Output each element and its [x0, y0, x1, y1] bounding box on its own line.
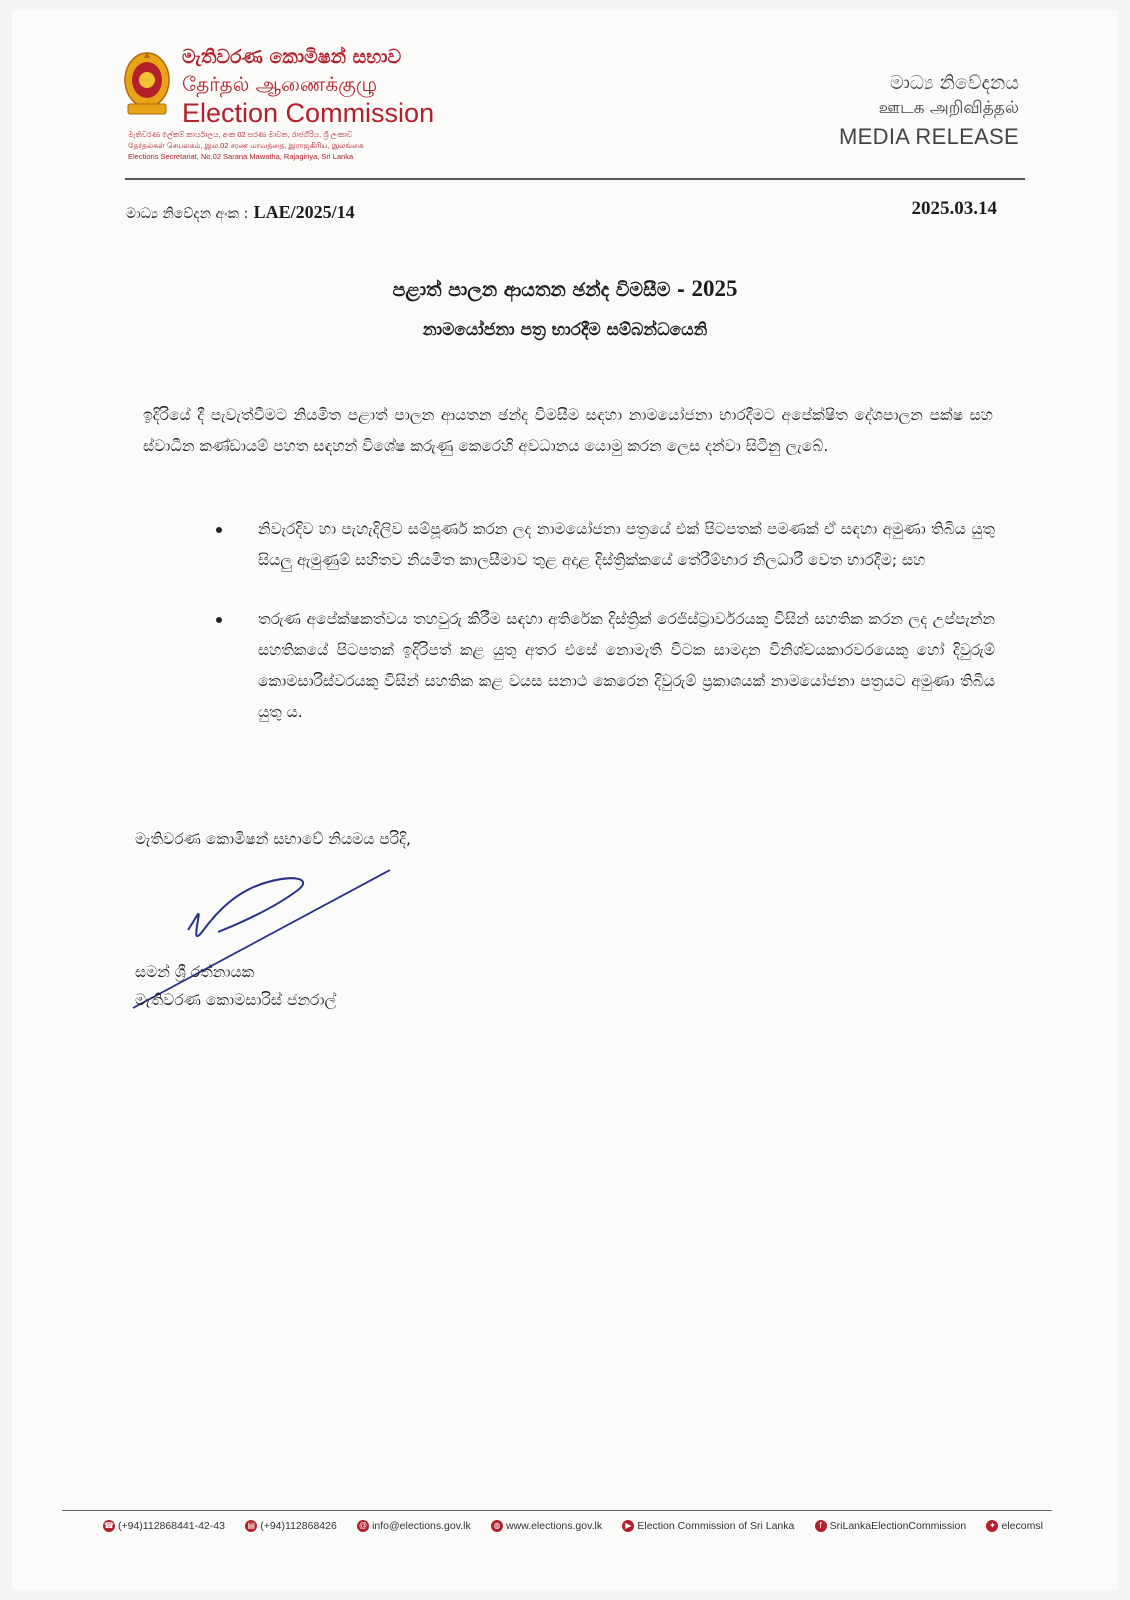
- signer-title: මැතිවරණ කොමසාරිස් ජනරාල්: [135, 991, 337, 1009]
- bullet-icon: [216, 527, 222, 533]
- youtube-text: Election Commission of Sri Lanka: [637, 1520, 795, 1532]
- address-sinhala: මැතිවරණ ලේකම් කාර්යාලය, අංක 02 සරණ මාවත, රාජගිරිය, ශ්‍රී ලංකාව: [128, 130, 353, 139]
- footer-facebook[interactable]: [815, 1520, 967, 1532]
- youtube-icon: ▶: [622, 1520, 634, 1532]
- document-page: [12, 10, 1118, 1590]
- election-commission-logo: [122, 42, 447, 172]
- bullet-icon: [216, 617, 222, 623]
- media-release-tamil: ஊடக அறிவித்தல்: [878, 98, 1019, 118]
- release-date: 2025.03.14: [911, 198, 997, 219]
- page-subtitle: නාමයෝජනා පත්‍ර භාරදීම සම්බන්ධයෙනි: [422, 320, 708, 340]
- address-english: Elections Secretariat, No.02 Sarana Mawatha, Rajagiriya, Sri Lanka: [128, 152, 354, 161]
- facebook-icon: f: [815, 1520, 827, 1532]
- media-release-sinhala: මාධ්‍ය නිවේදනය: [889, 72, 1019, 94]
- list-item-text: තරුණ අපේක්ෂකත්වය තහවුරු කිරීම සඳහා අතිරේක දිස්ත්‍රික් රෙජිස්ට්‍රාර්වරයකු විසින් සහතික කරන ලද උප්පැන්න සහතිකයේ පිටපතක් ඉදිරිපත් කළ යුතු අතර එසේ නොමැති විටක සාමදාන විනිශ්චයකාරවරයෙකු හෝ දිවුරුම් කොමසාරිස්වරයකු විසින් සහතික කළ වයස සනාථ කෙරෙන දිවුරුම් ප්‍රකාශයක් නාමයෝජනා පත්‍රයට අමුණා තිබිය යුතු ය.: [258, 610, 995, 721]
- org-name-tamil: தேர்தல் ஆணைக்குழு: [182, 72, 378, 96]
- list-item: [200, 514, 995, 576]
- email-text: info@elections.gov.lk: [372, 1520, 471, 1532]
- fax-icon: ▤: [245, 1520, 257, 1532]
- contact-footer: [103, 1520, 1043, 1532]
- org-name-sinhala: මැතිවරණ කොමිෂන් සභාව: [182, 46, 402, 68]
- signer-block: [135, 958, 336, 1014]
- globe-icon: ◍: [491, 1520, 503, 1532]
- media-release-english: MEDIA RELEASE: [839, 124, 1019, 149]
- title-text: පළාත් පාලන ආයතන ඡන්ද විමසීම -: [392, 279, 685, 301]
- page-title: [0, 276, 1130, 302]
- signer-name: සමන් ශ්‍රී රත්නායක: [135, 963, 255, 981]
- twitter-icon: ✦: [986, 1520, 998, 1532]
- address-tamil: தேர்தல்கள் செயலகம், இல.02 சரண மாவத்தை, இராஜகிரிய, இலங்கை: [128, 141, 364, 150]
- list-item: [200, 604, 995, 728]
- footer-divider: [62, 1510, 1052, 1511]
- phone-text: (+94)112868441-42-43: [118, 1520, 225, 1532]
- org-name-english: Election Commission: [182, 98, 435, 128]
- fax-text: (+94)112868426: [260, 1520, 337, 1532]
- reference-label: මාධ්‍ය නිවේදන අංක :: [126, 206, 249, 222]
- reference-value: LAE/2025/14: [253, 202, 355, 222]
- footer-fax[interactable]: [245, 1520, 337, 1532]
- sri-lanka-emblem-icon: [122, 50, 172, 116]
- twitter-text: elecomsl: [1001, 1520, 1043, 1532]
- list-item-text: නිවැරදිව හා පැහැදිලිව සම්පූර්ණ කරන ලද නාමයෝජනා පත්‍රයේ එක් පිටපතක් පමණක් ඒ සඳහා අමුණා තිබිය යුතු සියලු ඇමුණුම් සහිතව නියමිත කාලසීමාව තුළ අදාළ දිස්ත්‍රික්කයේ තේරීම්භාර නිලධාරී වෙත භාරදීම; සහ: [258, 520, 995, 569]
- phone-icon: ☎: [104, 1521, 114, 1530]
- footer-youtube[interactable]: [622, 1520, 794, 1532]
- footer-website[interactable]: [491, 1520, 602, 1532]
- footer-phone[interactable]: [103, 1520, 225, 1532]
- reference-number: [126, 202, 355, 223]
- footer-email[interactable]: [357, 1520, 471, 1532]
- website-text: www.elections.gov.lk: [505, 1520, 603, 1532]
- header-divider: [125, 178, 1025, 180]
- intro-paragraph: ඉදිරියේ දී පැවැත්වීමට නියමිත පළාත් පාලන ආයතන ඡන්ද විමසීම සඳහා නාමයෝජනා භාරදීමට අපේක්ෂිත දේශපාලන පක්ෂ සහ ස්වාධීන කණ්ඩායම් පහත සඳහන් විශේෂ කරුණු කෙරෙහි අවධානය යොමු කරන ලෙස දන්වා සිටිනු ලැබේ.: [143, 406, 993, 455]
- facebook-text: SriLankaElectionCommission: [829, 1520, 967, 1532]
- requirements-list: [200, 514, 995, 756]
- footer-twitter[interactable]: [986, 1520, 1042, 1532]
- title-year: 2025: [691, 276, 738, 301]
- email-icon: @: [359, 1521, 368, 1530]
- closing-line: මැතිවරණ කොමිෂන් සභාවේ නියමය පරිදි,: [135, 830, 411, 848]
